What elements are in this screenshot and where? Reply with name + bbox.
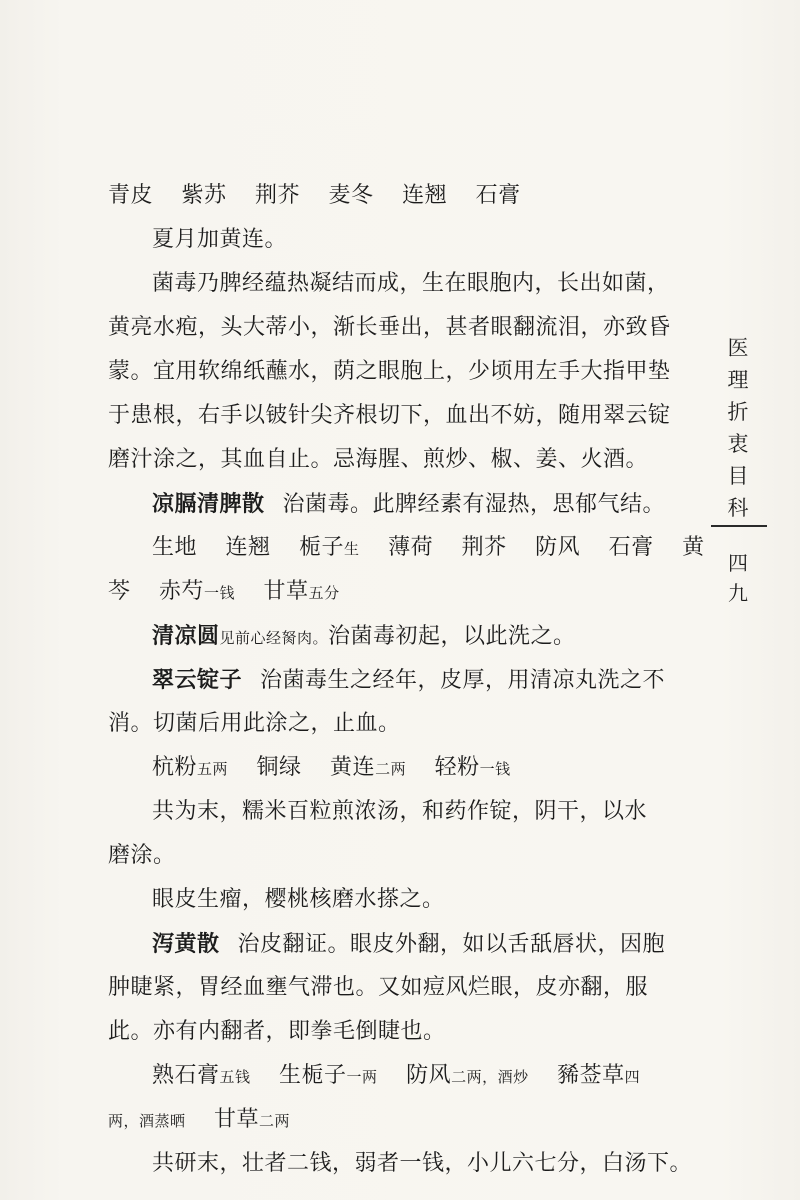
text-line: 眼皮生瘤，樱桃核磨水搽之。 (152, 887, 445, 912)
ingredient: 紫苏 (181, 183, 227, 208)
running-title-char: 理 (727, 368, 749, 392)
formula-name: 泻黄散 (152, 931, 220, 957)
text-line: 磨涂。 (108, 843, 176, 868)
dose-note: 一两 (346, 1068, 378, 1086)
running-title-char: 医 (727, 336, 749, 360)
ingredient: 芩 (108, 579, 131, 604)
ingredient: 连翘 (402, 183, 448, 208)
ingredient: 连翘 (225, 535, 271, 560)
ingredient: 防风 (406, 1063, 452, 1088)
ingredient: 荆芥 (255, 183, 301, 208)
formula-desc: 治菌毒。此脾经素有湿热，思郁气结。 (282, 492, 666, 517)
running-title-char: 目 (727, 464, 749, 488)
text-line: 消。切菌后用此涂之，止血。 (108, 711, 401, 736)
formula-desc: 治皮翻证。眼皮外翻，如以舌舐唇状，因胞 (237, 932, 666, 957)
running-title-char: 衷 (727, 432, 749, 456)
ingredient-line (108, 1054, 668, 1098)
page-number (718, 548, 758, 608)
dose-note: 五分 (308, 584, 340, 602)
dose-note: 四 (624, 1068, 641, 1086)
formula-heading (108, 922, 668, 966)
text-line: 菌毒乃脾经蕴热凝结而成，生在眼胞内，长出如菌， (152, 271, 670, 296)
ingredient: 豨莶草 (557, 1063, 625, 1088)
formula-heading (108, 482, 668, 526)
text-line: 黄亮水疱，头大蒂小，渐长垂出，甚者眼翻流泪，亦致昏 (108, 315, 671, 340)
divider (711, 525, 767, 527)
text-line: 磨汁涂之，其血自止。忌海腥、煎炒、椒、姜、火酒。 (108, 447, 649, 472)
ingredient: 生栀子 (279, 1063, 347, 1088)
ingredient: 轻粉 (434, 755, 480, 780)
formula-desc: 治菌毒生之经年，皮厚，用清凉丸洗之不 (260, 668, 666, 693)
ingredient: 甘草 (263, 579, 309, 604)
formula-desc: 治菌毒初起，以此洗之。 (328, 624, 576, 649)
running-title (718, 332, 758, 524)
dose-note: 二两，酒炒 (451, 1068, 529, 1086)
ingredient: 麦冬 (328, 183, 374, 208)
ingredient-line (108, 746, 668, 790)
ingredient: 杭粉 (152, 755, 198, 780)
ingredient-line (108, 1098, 668, 1142)
dose-note: 五两 (197, 760, 229, 778)
ingredient: 荆芥 (461, 535, 507, 560)
text-line: 肿睫紧，胃经血壅气滞也。又如痘风烂眼，皮亦翻，服 (108, 975, 649, 1000)
ingredient: 薄荷 (388, 535, 434, 560)
page-number-char: 九 (728, 581, 748, 605)
formula-heading (108, 658, 668, 702)
text-line: 蒙。宜用软绵纸蘸水，荫之眼胞上，少顷用左手大指甲垫 (108, 359, 671, 384)
text-line: 此。亦有内翻者，即拳毛倒睫也。 (108, 1019, 446, 1044)
ingredient: 黄 (682, 535, 705, 560)
ingredient: 生地 (152, 535, 198, 560)
dose-note: 二两 (259, 1112, 291, 1130)
dose-note: 一钱 (204, 584, 236, 602)
dose-note: 一钱 (479, 760, 511, 778)
ingredient: 栀子 (299, 535, 345, 560)
page-number-char: 四 (728, 551, 748, 575)
text-line: 共研末，壮者二钱，弱者一钱，小儿六七分，白汤下。 (152, 1151, 693, 1176)
running-title-char: 折 (727, 400, 749, 424)
formula-name: 凉膈清脾散 (152, 491, 265, 517)
dose-note: 五钱 (219, 1068, 251, 1086)
ingredient: 黄连 (330, 755, 376, 780)
formula-name: 清凉圆 (152, 623, 220, 649)
ingredient-line (108, 174, 668, 218)
formula-heading (108, 614, 668, 658)
ingredient: 青皮 (108, 183, 154, 208)
ingredient: 防风 (535, 535, 581, 560)
ingredient: 石膏 (475, 183, 521, 208)
formula-name: 翠云锭子 (152, 667, 243, 693)
dose-note: 两，酒蒸晒 (108, 1112, 186, 1130)
ingredient: 甘草 (214, 1107, 260, 1132)
running-title-char: 科 (727, 496, 749, 520)
text-line: 共为末，糯米百粒煎浓汤，和药作锭，阴干，以水 (152, 799, 648, 824)
dose-note: 生 (344, 540, 360, 558)
text-line: 于患根，右手以铍针尖齐根切下，血出不妨，随用翠云锭 (108, 403, 671, 428)
ingredient-line (108, 570, 668, 614)
ingredient-line (108, 526, 705, 570)
ingredient: 熟石膏 (152, 1063, 220, 1088)
formula-note: 见前心经胬肉。 (219, 629, 329, 647)
ingredient: 赤芍 (159, 579, 205, 604)
dose-note: 二两 (375, 760, 407, 778)
main-text (108, 174, 705, 1186)
ingredient: 石膏 (608, 535, 654, 560)
ingredient: 铜绿 (256, 755, 302, 780)
text-line: 夏月加黄连。 (152, 227, 288, 252)
